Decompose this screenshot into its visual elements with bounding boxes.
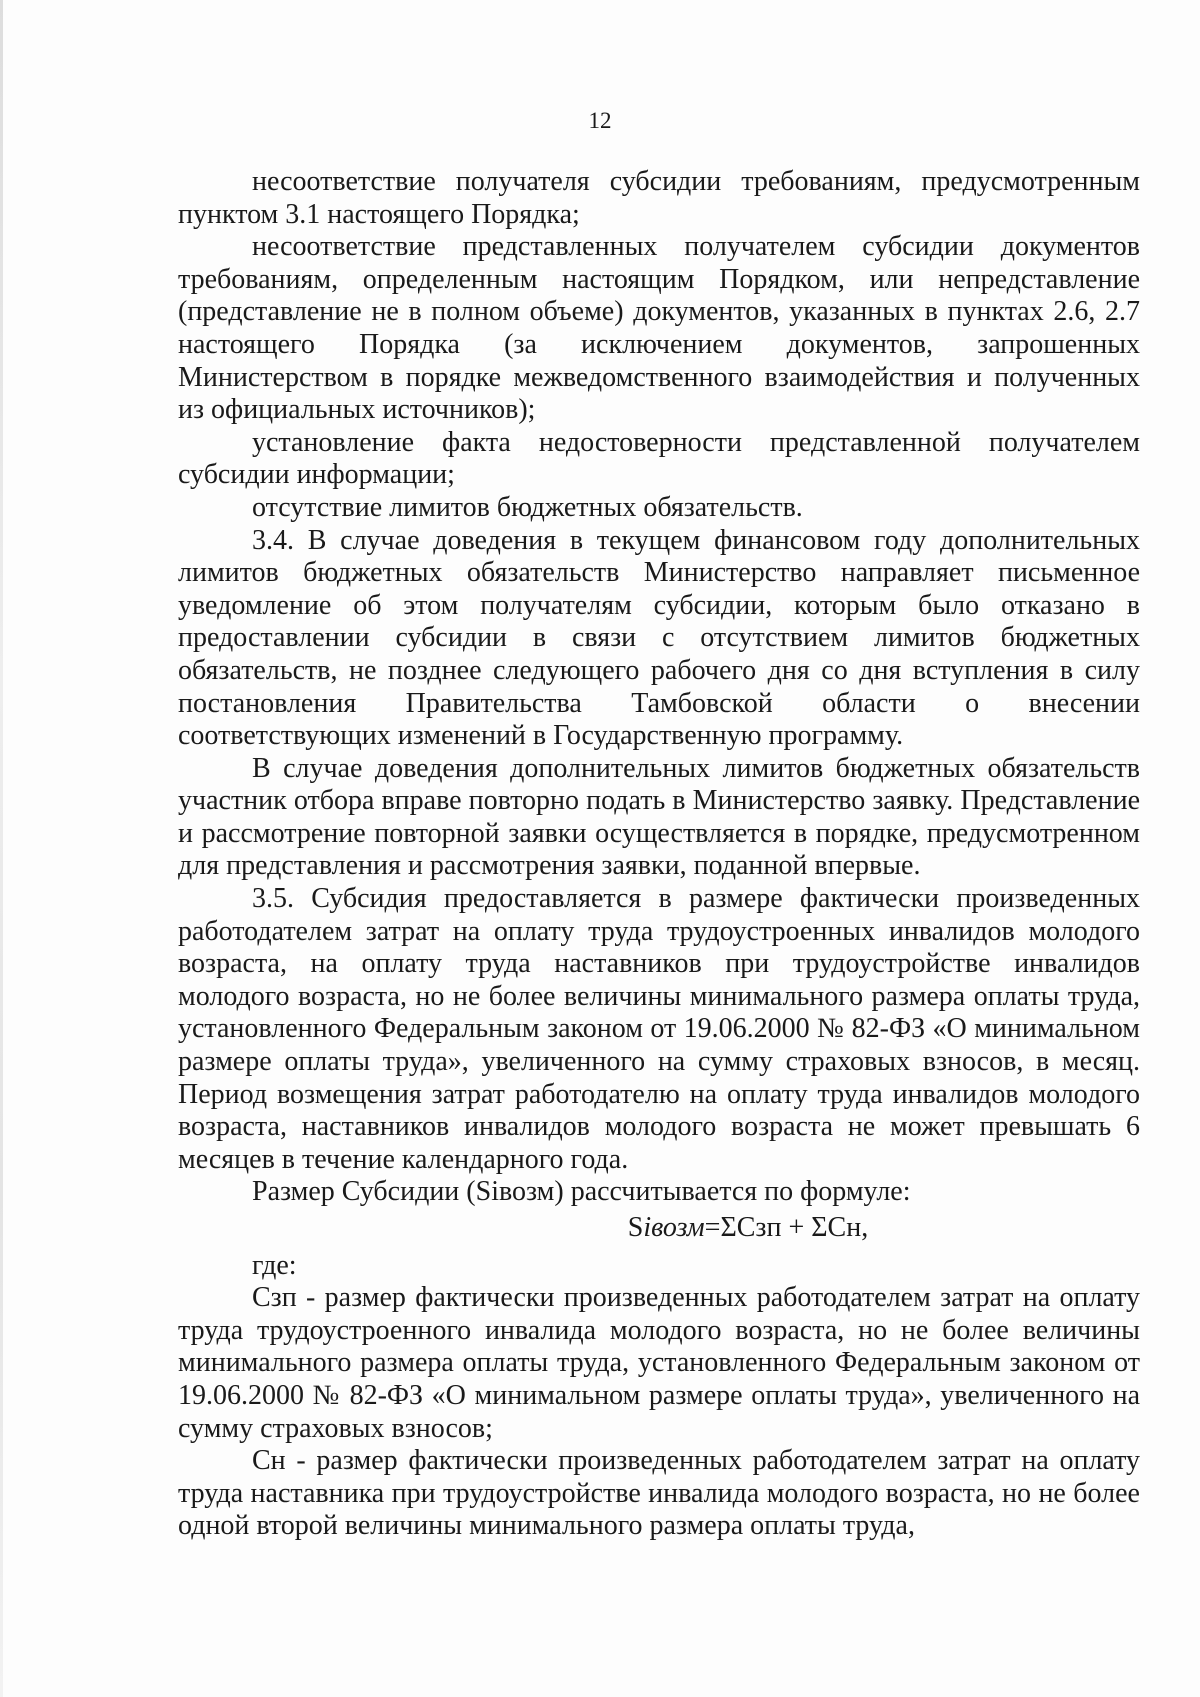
definition-cn: Cн - размер фактически произведенных работодателем затрат на оплату труда наставника при трудоустройстве инвалида молодого возраста, но не более одной второй величины минимального размера оплаты труда, (178, 1445, 1140, 1542)
page-number: 12 (588, 108, 612, 133)
definition-czp: Cзп - размер фактически произведенных работодателем затрат на оплату труда трудоустроенного инвалида молодого возраста, но не более величины минимального размера оплаты труда, установленного Федеральным законом от 19.06.2000 № 82-ФЗ «О минимальном размере оплаты труда», увеличенного на сумму страховых взносов; (178, 1282, 1140, 1444)
paragraph: В случае доведения дополнительных лимитов бюджетных обязательств участник отбора вправе повторно подать в Министерство заявку. Представление и рассмотрение повторной заявки осуществляется в порядке, предусмотренном для представления и рассмотрения заявки, поданной впервые. (178, 752, 1140, 882)
paragraph: 3.4. В случае доведения в текущем финансовом году дополнительных лимитов бюджетных обязательств Министерство направляет письменное уведомление об этом получателям субсидии, которым было отказано в предоставлении субсидии в связи с отсутствием лимитов бюджетных обязательств, не позднее следующего рабочего дня со дня вступления в силу постановления Правительства Тамбовской области о внесении соответствующих изменений в Государственную программу. (178, 524, 1140, 752)
subsidy-formula (178, 1212, 1140, 1245)
formula-lhs-symbol: S (627, 1212, 644, 1243)
paragraph: отсутствие лимитов бюджетных обязательств. (252, 491, 803, 523)
paragraph: 3.5. Субсидия предоставляется в размере фактически произведенных работодателем затрат на оплату труда трудоустроенных инвалидов молодого возраста, на оплату труда наставников при трудоустройстве инвалидов молодого возраста, но не более величины минимального размера оплаты труда, установленного Федеральным законом от 19.06.2000 № 82-ФЗ «О минимальном размере оплаты труда», увеличенного на сумму страховых взносов, в месяц. Период возмещения затрат работодателю на оплату труда инвалидов молодого возраста, наставников инвалидов молодого возраста не может превышать 6 месяцев в течение календарного года. (178, 883, 1140, 1175)
scan-edge-shadow (0, 0, 3, 1697)
paragraph: Размер Субсидии (Siвозм) рассчитывается по формуле: (252, 1176, 911, 1208)
where-label: где: (252, 1249, 297, 1281)
paragraph: несоответствие получателя субсидии требованиям, предусмотренным пунктом 3.1 настоящего Порядка; (178, 166, 1140, 230)
paragraph: несоответствие представленных получателем субсидии документов требованиям, определенным настоящим Порядком, или непредставление (представление не в полном объеме) документов, указанных в пунктах 2.6, 2.7 настоящего Порядка (за исключением документов, запрошенных Министерством в порядке межведомственного взаимодействия и полученных из официальных источников); (178, 231, 1140, 426)
formula-lhs-subscript: iвозм (643, 1212, 705, 1243)
document-body (178, 166, 1140, 1543)
formula-rhs: =ΣCзп + ΣCн, (704, 1212, 869, 1243)
paragraph: установление факта недостоверности представленной получателем субсидии информации; (178, 426, 1140, 491)
